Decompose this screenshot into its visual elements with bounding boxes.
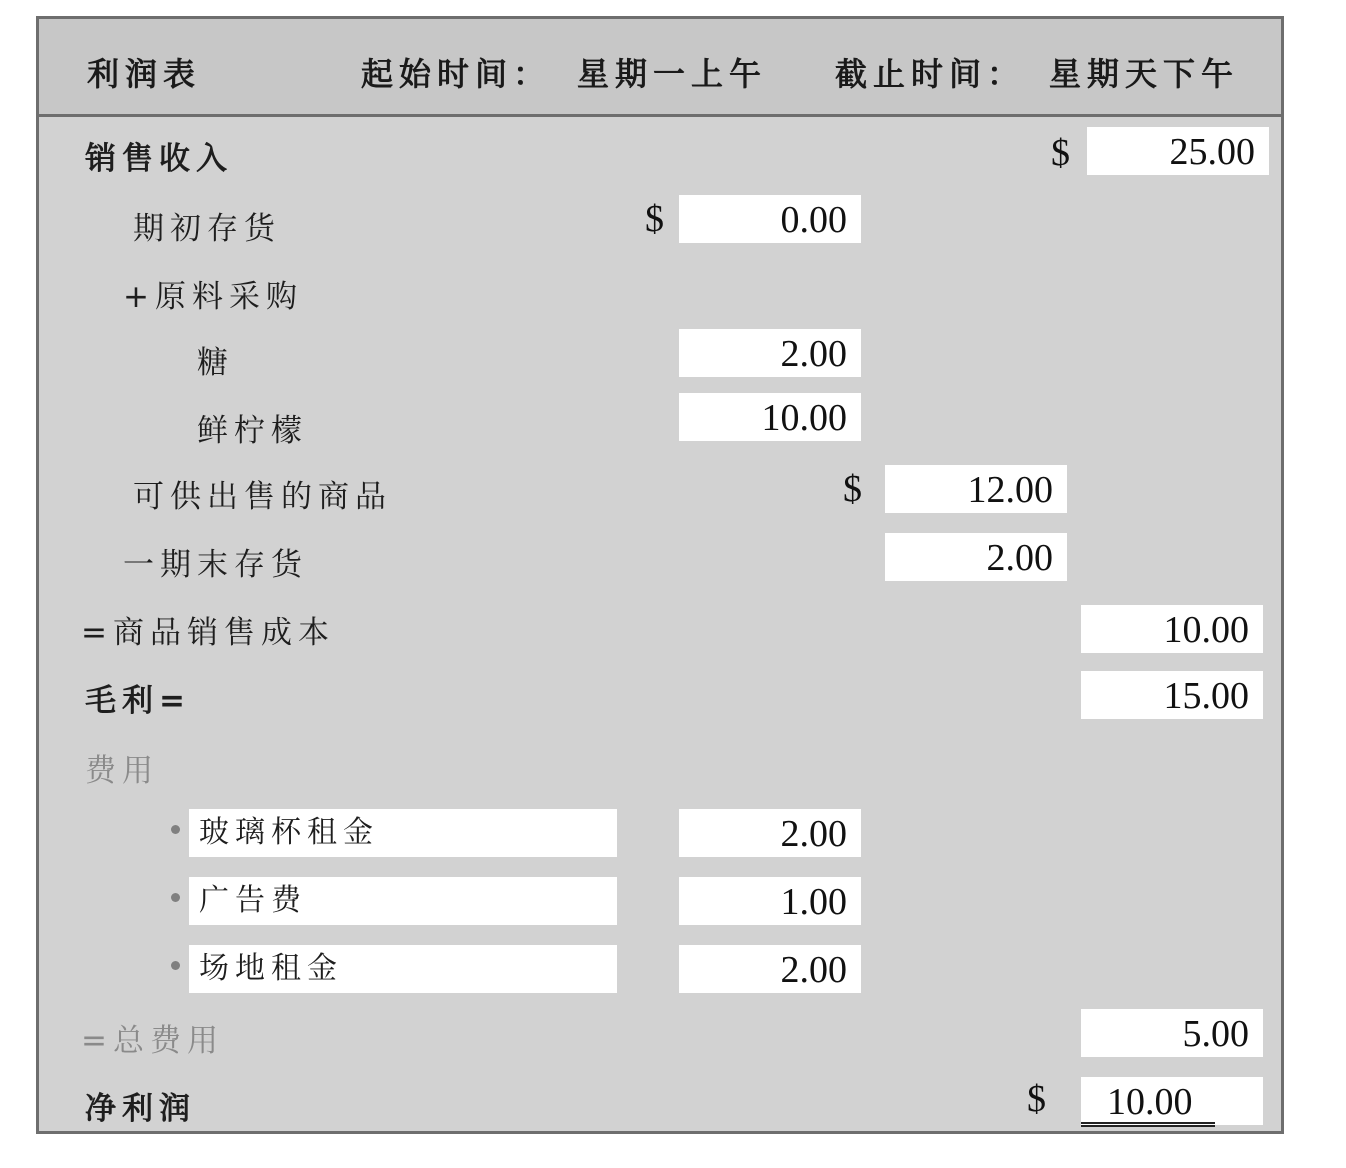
net-profit-box: [1081, 1077, 1263, 1125]
sugar-value: 2.00: [679, 329, 861, 377]
end-time-value: 星期天下午: [1049, 55, 1240, 93]
lemons-value: 10.00: [679, 393, 861, 441]
expenses-label: 费用: [85, 753, 159, 789]
expense-value-advertising: 1.00: [679, 877, 861, 925]
goods-available-dollar: $: [843, 468, 862, 510]
end-time-label: 截止时间：: [835, 55, 1026, 93]
statement-header: [39, 19, 1281, 117]
sugar-label: 糖: [197, 345, 234, 381]
gross-profit-value: 15.00: [1081, 671, 1263, 719]
start-time-label: 起始时间：: [361, 55, 552, 93]
goods-available-value: 12.00: [885, 465, 1067, 513]
opening-inventory-label: 期初存货: [133, 211, 281, 247]
gross-profit-label: 毛利=: [85, 683, 191, 719]
cogs-value: 10.00: [1081, 605, 1263, 653]
cogs-label: =商品销售成本: [81, 615, 335, 651]
net-profit-value: 10.00: [1081, 1082, 1215, 1127]
opening-inventory-dollar: $: [645, 198, 664, 240]
ending-inventory-label: 一期末存货: [123, 547, 308, 583]
bullet-icon: [171, 825, 180, 834]
sales-revenue-dollar: $: [1051, 132, 1070, 174]
total-expenses-label: =总费用: [81, 1023, 224, 1059]
sales-revenue-label: 销售收入: [85, 141, 233, 177]
opening-inventory-value: 0.00: [679, 195, 861, 243]
expense-value-glass-rent: 2.00: [679, 809, 861, 857]
bullet-icon: [171, 893, 180, 902]
ending-inventory-value: 2.00: [885, 533, 1067, 581]
net-profit-label: 净利润: [85, 1091, 196, 1127]
sales-revenue-value: 25.00: [1087, 127, 1269, 175]
purchases-label: +原料采购: [123, 279, 303, 315]
start-time-value: 星期一上午: [577, 55, 768, 93]
expense-name-site-rent: 场地租金: [189, 945, 617, 993]
total-expenses-value: 5.00: [1081, 1009, 1263, 1057]
expense-value-site-rent: 2.00: [679, 945, 861, 993]
income-statement: [36, 16, 1284, 1134]
bullet-icon: [171, 961, 180, 970]
net-profit-dollar: $: [1027, 1078, 1046, 1120]
expense-name-advertising: 广告费: [189, 877, 617, 925]
expense-name-glass-rent: 玻璃杯租金: [189, 809, 617, 857]
statement-title: 利润表: [87, 55, 202, 93]
lemons-label: 鲜柠檬: [197, 413, 308, 449]
goods-available-label: 可供出售的商品: [133, 479, 392, 515]
